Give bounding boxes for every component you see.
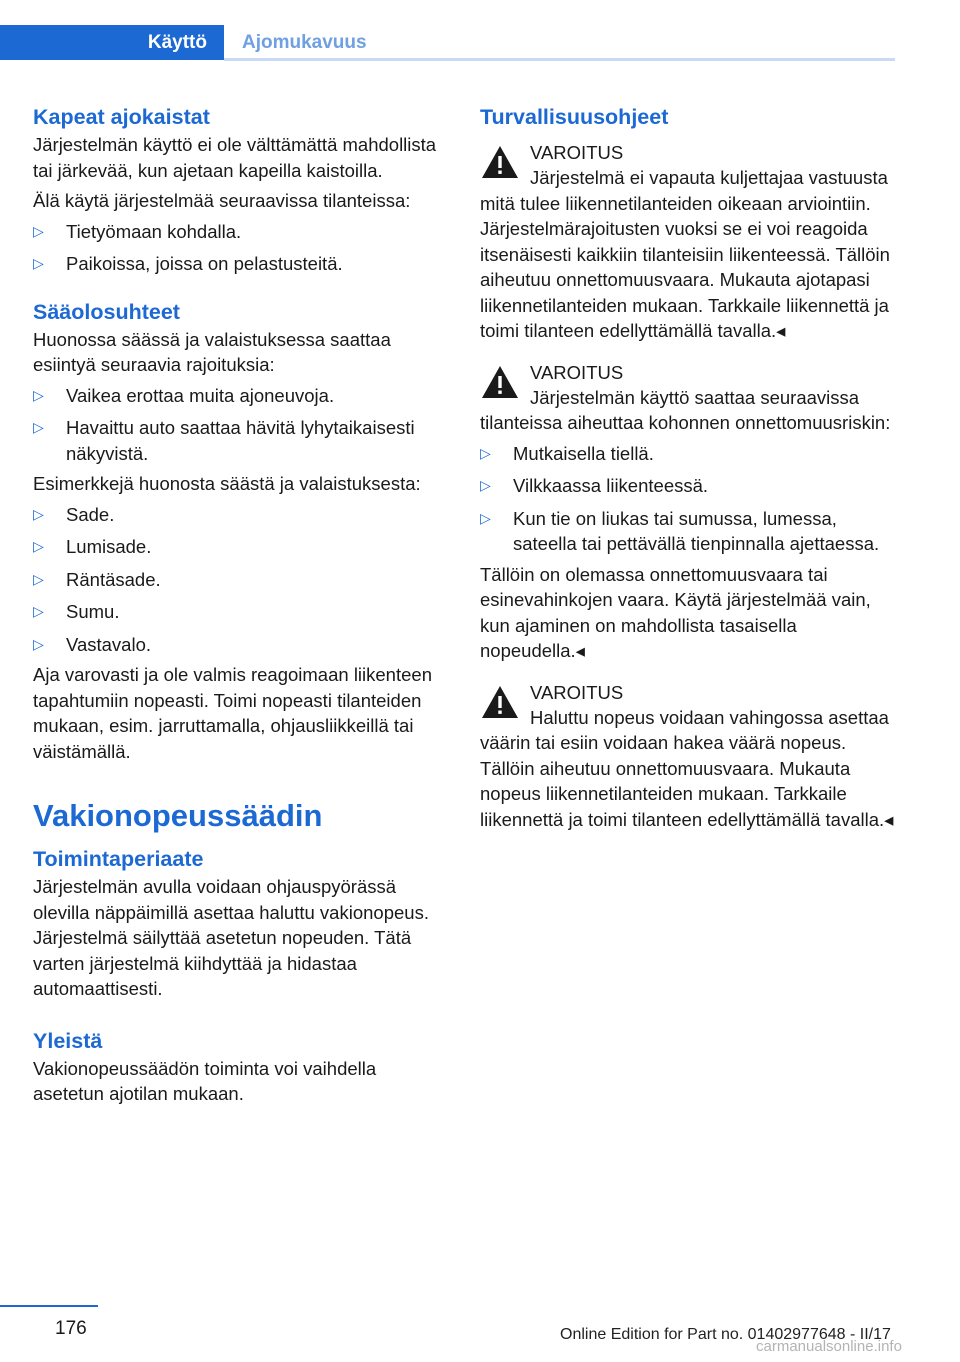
paragraph: Esimerkkejä huonosta säästä ja valaistuksesta: xyxy=(33,473,421,494)
triangle-right-icon: ▷ xyxy=(33,635,44,652)
paragraph: Huonossa säässä ja valaistuksessa saattaa esiintyä seuraavia rajoituksia: xyxy=(33,328,391,375)
triangle-right-icon: ▷ xyxy=(480,477,491,493)
section-title-safety: Turvallisuusohjeet xyxy=(480,105,669,129)
header-divider xyxy=(224,58,895,61)
triangle-right-icon: ▷ xyxy=(33,222,44,239)
chapter-title-cruise-control: Vakionopeussäädin xyxy=(33,798,323,833)
section-title-general: Yleistä xyxy=(33,1028,103,1053)
warning-block xyxy=(480,360,896,410)
triangle-right-icon: ▷ xyxy=(33,570,44,587)
warning-text: Tällöin on olemassa onnettomuusvaara tai esinevahinkojen vaara. Käytä järjestelmää vain, kun ajaminen on mahdollista tasaisella nopeudella.◂ xyxy=(480,563,871,661)
section-title-narrow-lanes: Kapeat ajokaistat xyxy=(33,105,210,129)
warning-text: Haluttu nopeus voidaan vahingossa asettaa väärin tai esiin voidaan hakea väärä nopeus. Tällöin aiheutuu onnettomuusvaara. Mukauta nopeus liikennetilanteiden mukaan. Tarkkaile liikennettä ja toimi tilanteen edellyttämällä tavalla.◂ xyxy=(480,706,894,830)
warning-triangle-icon xyxy=(480,144,520,180)
list-item: ▷ Lumisade. xyxy=(33,534,449,560)
list-item: ▷ Vilkkaassa liikenteessä. xyxy=(480,473,896,499)
warning-block xyxy=(480,140,896,190)
paragraph: Älä käytä järjestelmää seuraavissa tilanteissa: xyxy=(33,190,411,211)
list-item: ▷ Räntäsade. xyxy=(33,567,449,593)
section-title-principle: Toimintaperiaate xyxy=(33,847,204,871)
list-item: ▷ Havaittu auto saattaa hävitä lyhytaikaisesti näkyvistä. xyxy=(33,417,415,464)
warning-triangle-icon xyxy=(480,364,520,400)
warning-text: Järjestelmä ei vapauta kuljettajaa vastuusta mitä tulee liikennetilanteiden oikeaan arviointiin. Järjestelmärajoitusten vuoksi se ei voi reagoida itsenäisesti kaikkiin tilanteisiin liikenteessä. Tällöin aiheutuu onnettomuusvaara. Mukauta ajotapasi liikennetilanteiden mukaan. Tarkkaile liikennettä ja toimi tilanteen edellyttämällä tavalla.◂ xyxy=(480,167,890,341)
tab-kaytto-label: Käyttö xyxy=(147,31,207,53)
list-item: ▷ Kun tie on liukas tai sumussa, lumessa, sateella tai pettävällä tienpinnalla ajettaessa. xyxy=(480,507,880,554)
page-header xyxy=(0,25,895,62)
bullet-list xyxy=(33,502,449,658)
tab-ajomukavuus[interactable] xyxy=(242,25,367,60)
list-item: ▷ Mutkaisella tiellä. xyxy=(480,441,896,467)
watermark: carmanualsonline.info xyxy=(756,1338,902,1355)
warning-text: Järjestelmän käyttö saattaa seuraavissa tilanteissa aiheuttaa kohonnen onnettomuusriskin: xyxy=(480,386,891,433)
triangle-right-icon: ▷ xyxy=(33,386,44,403)
page-number: 176 xyxy=(55,1318,87,1339)
section-title-weather: Sääolosuhteet xyxy=(33,299,180,324)
warning-label: VAROITUS xyxy=(530,681,624,703)
tab-kaytto[interactable] xyxy=(0,25,224,60)
right-column xyxy=(480,102,896,832)
triangle-right-icon: ▷ xyxy=(480,509,491,526)
left-column xyxy=(33,102,449,1107)
triangle-right-icon: ▷ xyxy=(33,255,44,271)
list-item: ▷ Tietyömaan kohdalla. xyxy=(33,219,449,245)
paragraph: Järjestelmän avulla voidaan ohjauspyörässä olevilla näppäimillä asettaa haluttu vakionopeus. Järjestelmä säilyttää asetetun nopeuden. Tätä varten järjestelmä kiihdyttää ja hidastaa automaattisesti. xyxy=(33,876,429,999)
list-item: ▷ Sumu. xyxy=(33,599,449,625)
bullet-list xyxy=(33,219,449,277)
footer-divider xyxy=(0,1305,98,1307)
paragraph: Vakionopeussäädön toiminta voi vaihdella asetetun ajotilan mukaan. xyxy=(33,1057,377,1104)
list-item: ▷ Vaikea erottaa muita ajoneuvoja. xyxy=(33,383,449,409)
list-item: ▷ Paikoissa, joissa on pelastusteitä. xyxy=(33,251,449,277)
paragraph: Järjestelmän käyttö ei ole välttämättä mahdollista tai järkevää, kun ajetaan kapeilla kaistoilla. xyxy=(33,134,437,181)
warning-label: VAROITUS xyxy=(530,361,624,383)
tab-ajomukavuus-label: Ajomukavuus xyxy=(242,31,367,53)
list-item: ▷ Sade. xyxy=(33,502,449,528)
triangle-right-icon: ▷ xyxy=(33,505,44,522)
triangle-right-icon: ▷ xyxy=(33,419,44,435)
paragraph: Aja varovasti ja ole valmis reagoimaan liikenteen tapahtumiin nopeasti. Toimi nopeasti tilanteiden mukaan, esim. jarruttamalla, ohjausliikkeillä tai väistämällä. xyxy=(33,664,432,762)
edition-note: Online Edition for Part no. 01402977648 - II/17 xyxy=(560,1326,891,1343)
list-item: ▷ Vastavalo. xyxy=(33,632,449,658)
warning-label: VAROITUS xyxy=(530,142,624,163)
warning-block xyxy=(480,680,896,730)
bullet-list xyxy=(33,383,449,467)
triangle-right-icon: ▷ xyxy=(33,603,44,619)
triangle-right-icon: ▷ xyxy=(33,538,44,554)
warning-triangle-icon xyxy=(480,684,520,720)
triangle-right-icon: ▷ xyxy=(480,444,491,461)
bullet-list xyxy=(480,441,896,557)
